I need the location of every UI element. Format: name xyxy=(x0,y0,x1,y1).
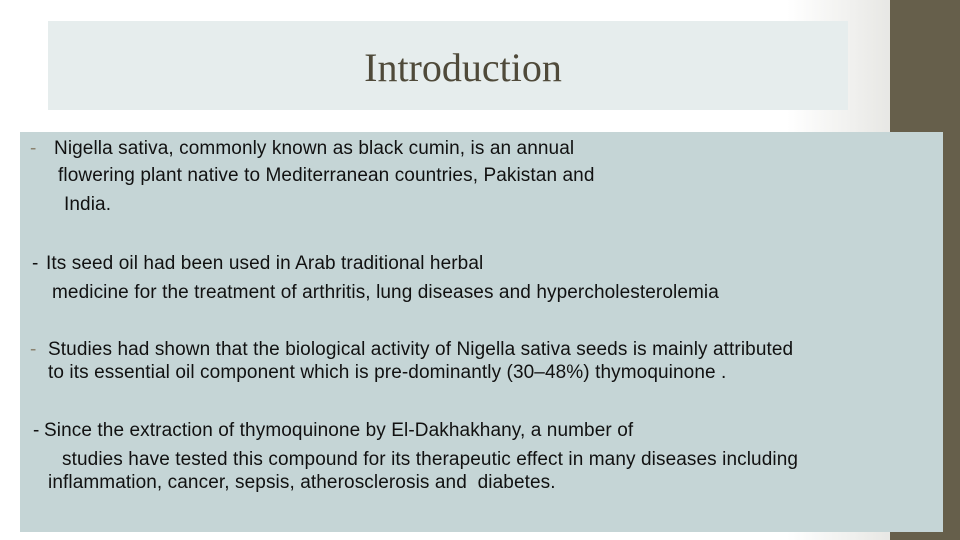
bullet-1-line-3: India. xyxy=(64,194,112,215)
title-banner xyxy=(48,21,848,110)
bullet-4-line-1: Since the extraction of thymoquinone by El-Dakhakhany, a number of xyxy=(44,420,634,441)
bullet-4-line-3: inflammation, cancer, sepsis, atherosclerosis and diabetes. xyxy=(48,472,556,493)
bullet-3-line-1: Studies had shown that the biological activity of Nigella sativa seeds is mainly attributed xyxy=(48,339,794,360)
bullet-1-line-1: Nigella sativa, commonly known as black cumin, is an annual xyxy=(54,138,575,159)
slide-title: Introduction xyxy=(364,45,562,90)
bullet-2-dash: - xyxy=(32,253,39,274)
bullet-1-dash: - xyxy=(30,138,37,159)
bullet-2-line-1: Its seed oil had been used in Arab traditional herbal xyxy=(46,253,484,274)
bullet-3-dash: - xyxy=(30,339,37,360)
bullet-1-line-2: flowering plant native to Mediterranean countries, Pakistan and xyxy=(58,165,595,186)
bullet-4-line-2: studies have tested this compound for its therapeutic effect in many diseases including xyxy=(62,449,799,470)
bullet-3-line-2: to its essential oil component which is pre-dominantly (30–48%) thymoquinone . xyxy=(48,362,727,383)
bullet-2-line-2: medicine for the treatment of arthritis, lung diseases and hypercholesterolemia xyxy=(52,282,719,303)
bullet-4-dash: - xyxy=(33,420,40,441)
